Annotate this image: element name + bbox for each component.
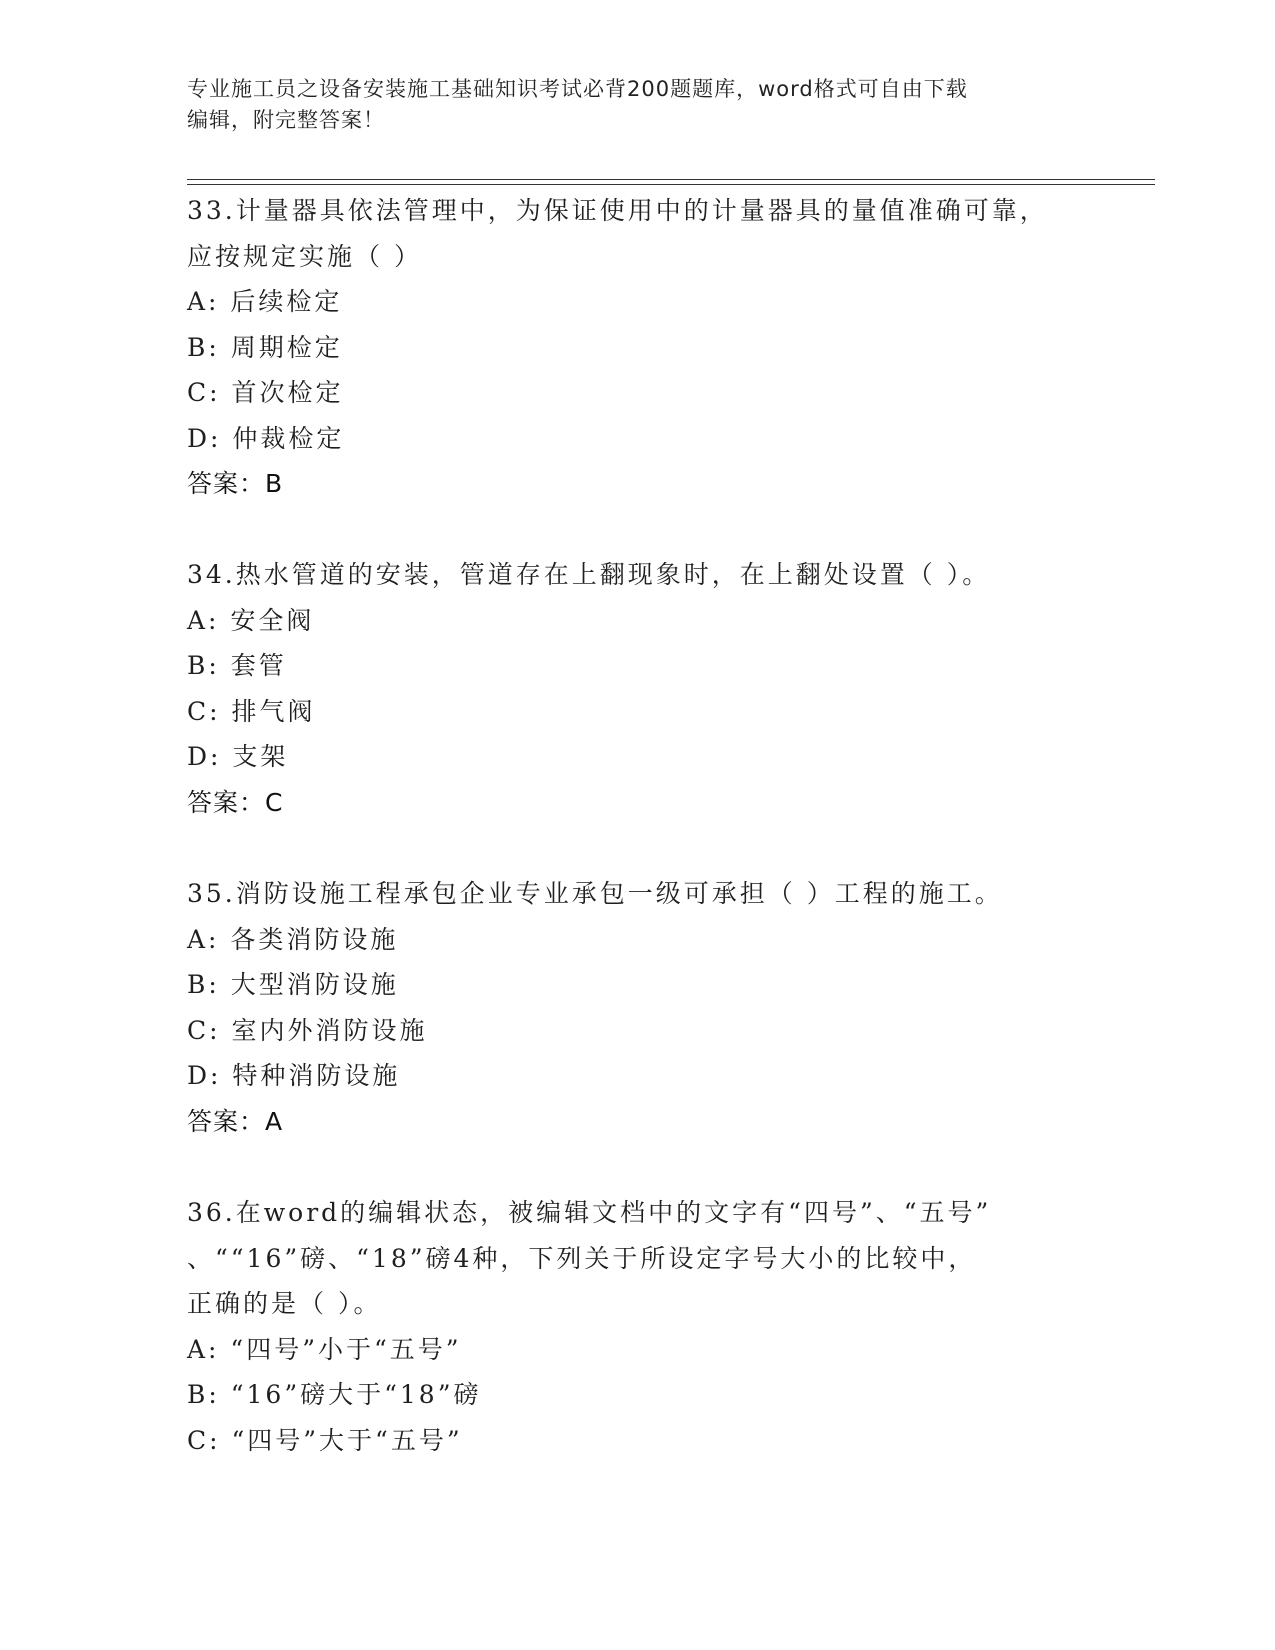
answer-label: 答案：C — [187, 787, 284, 817]
document-header — [187, 74, 1087, 136]
question-33 — [187, 188, 1087, 507]
question-stem: 34.热水管道的安装，管道存在上翻现象时，在上翻处设置（ ）。 — [187, 560, 991, 589]
question-34 — [187, 552, 1087, 825]
option-d: D: 支架 — [187, 742, 289, 771]
answer-label: 答案：A — [187, 1106, 284, 1136]
header-divider-bottom — [187, 184, 1155, 185]
question-stem: 33.计量器具依法管理中，为保证使用中的计量器具的量值准确可靠， — [187, 196, 1048, 225]
question-stem: 36.在word的编辑状态，被编辑文档中的文字有“四号”、“五号” — [187, 1198, 992, 1227]
question-36 — [187, 1190, 1087, 1463]
option-c: C: 室内外消防设施 — [187, 1015, 428, 1045]
question-35 — [187, 871, 1087, 1144]
question-stem: 正确的是（ ）。 — [187, 1289, 382, 1318]
option-c: C: 排气阀 — [187, 696, 316, 726]
answer-label: 答案：B — [187, 469, 284, 498]
option-d: D: 特种消防设施 — [187, 1061, 401, 1090]
option-a: A: “四号”小于“五号” — [187, 1334, 462, 1364]
option-b: B: “16”磅大于“18”磅 — [187, 1380, 482, 1409]
option-a: A: 安全阀 — [187, 605, 315, 635]
header-divider-top — [187, 179, 1155, 180]
option-c: C: 首次检定 — [187, 378, 344, 407]
option-d: D: 仲裁检定 — [187, 423, 345, 453]
question-stem: 应按规定实施（ ） — [187, 241, 422, 271]
header-line-1: 专业施工员之设备安装施工基础知识考试必背200题题库，word格式可自由下载 — [187, 77, 968, 101]
question-stem: 35.消防设施工程承包企业专业承包一级可承担（ ）工程的施工。 — [187, 879, 1003, 908]
option-c: C: “四号”大于“五号” — [187, 1425, 463, 1455]
option-b: B: 大型消防设施 — [187, 970, 399, 999]
option-b: B: 套管 — [187, 651, 287, 680]
header-line-2: 编辑，附完整答案！ — [187, 108, 385, 132]
option-b: B: 周期检定 — [187, 332, 343, 362]
option-a: A: 后续检定 — [187, 287, 343, 316]
question-stem: 、““16”磅、“18”磅4种，下列关于所设定字号大小的比较中， — [187, 1243, 977, 1273]
option-a: A: 各类消防设施 — [187, 924, 399, 954]
